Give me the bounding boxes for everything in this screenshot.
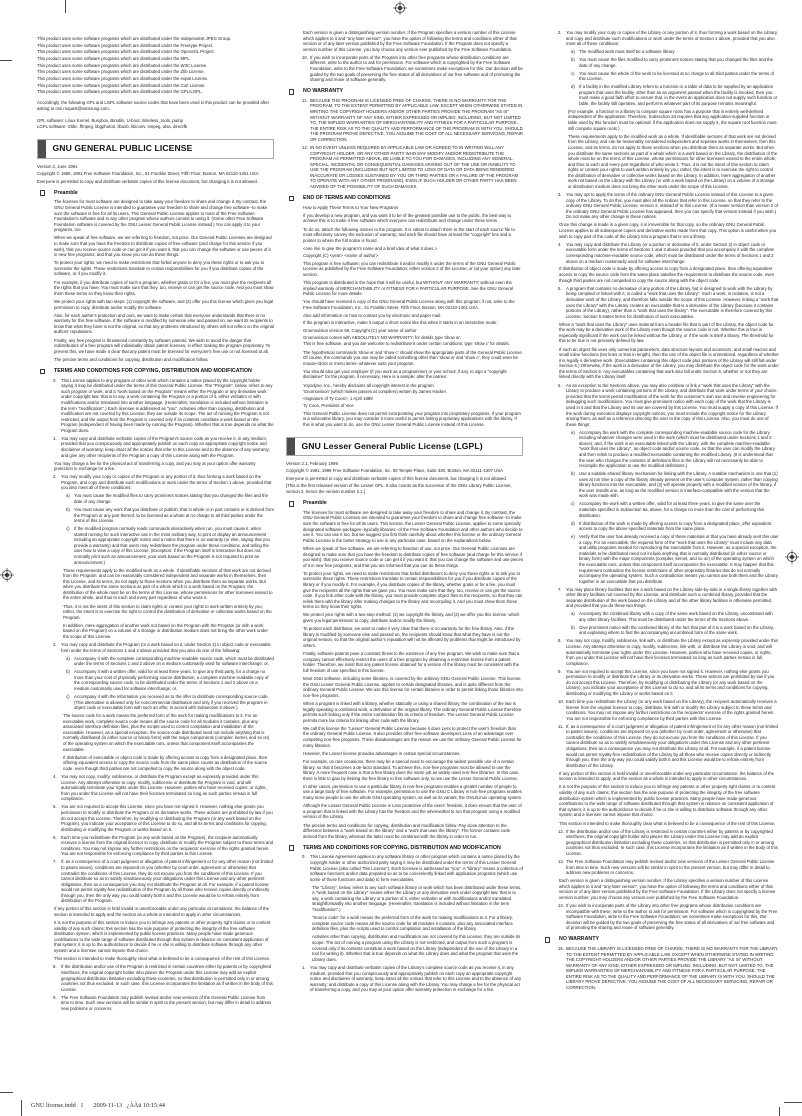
list-item-text: You may copy and distribute verbatim copies of the Library's complete source code as you receive it, in any medium, provided that you conspicuously and appropriately publish on each copy an appropriate copyright notice and disclaimer of warranty; keep intact all the notices that refer to this License and to the absence of any warranty; and distribute a copy of this License along with the Library. You may charge a fee for the physical act of transferring a copy, and you may at your option offer warranty protection in exchange for a fee. [310, 964, 522, 993]
paragraph: The precise terms and conditions for copying, distribution and modification follow. Pay close attention to the difference between a "work based on the library" and a "work that uses the library". The former contains code derived from the library, whereas the latter must be combined with the library in order to run. [303, 822, 511, 839]
section-heading [37, 368, 274, 375]
paragraph: Copyright © 1991, 1999 Free Software Foundation, Inc. 59 Temple Place, Suite 330, Boston, MA 02111-1307 USA [286, 468, 503, 474]
column-right [542, 30, 779, 993]
list-item-text: You must cause any work that you distribute or publish, that in whole or in part contains or is derived from the Program or any part thereof, to be licensed as a whole at no charge to all third parties under the terms of this License. [74, 506, 274, 524]
paragraph: You should also get your employer (if you work as a programmer) or your school, if any, to sign a "copyright disclaimer" for the program, if necessary. Here is a sample; alter the names: [303, 368, 507, 380]
list-item-text: If a facility in the modified Library refers to a function or a table of data to be supplied by an application program that uses the facility, other than as an argument passed when the facility is invoked, then you must make a good faith effort to ensure that, in the event an application does not supply such function or table, the facility still operates, and performs whatever part of its purpose remains meaningful. [579, 84, 778, 106]
list-marker: 5. [558, 285, 562, 291]
paragraph: Ty Coon, President of Vice [303, 402, 354, 408]
paragraph: If any portion of this section is held invalid or unenforceable under any particular circumstance, the balance of the section is intended to apply, and the section as a whole is intended to apply in other circumstances. [559, 770, 774, 782]
crop-mark [0, 1092, 13, 1093]
section-heading [286, 88, 523, 95]
paragraph: Finally, software patents pose a constant threat to the existence of any free program. We wish to make sure that a company cannot effectively restrict the users of a free program by obtaining a restrictive license from a patent holder. Therefore, we insist that any patent license obtained for a version of the library must be consistent with the full freedom of use specified in this license. [303, 651, 520, 673]
paragraph: This product uses some software programs which are distributed under the GPL/LGPL. [37, 89, 203, 95]
list-marker: 11. [302, 97, 308, 103]
paragraph: In other cases, permission to use a particular library in non-free programs enables a greater number of people to use a large body of free software. For example, permission to use the GNU C Library in non-free programs enables many more people to use the whole GNU operating system, as well as its variant, the GNU/Linux operating system. [303, 783, 523, 800]
list-item [558, 30, 779, 47]
list-item [558, 903, 779, 931]
list-marker: 9. [53, 994, 57, 1000]
section-heading [37, 190, 274, 197]
list-marker: c) [571, 501, 575, 507]
list-item [571, 84, 779, 106]
list-item [53, 804, 274, 832]
registration-mark-icon [0, 568, 14, 582]
list-item-text: You may opt to apply the terms of the ordinary GNU General Public License instead of this License to a given copy of the Library. To do this, you must alter all the notices that refer to this License, so that they refer to the ordinary GNU General Public License, version 2, instead of to this License. (If a newer version than version 2 of the ordinary GNU General Public License has appeared, then you can specify that version instead if you wish.) Do not make any other change in these notices. [566, 192, 778, 220]
paragraph: The hypothetical commands 'show w' and 'show c' should show the appropriate parts of the General Public License. Of course, the commands you use may be called something other than 'show w' and 'show c'; they could even be mouse-clicks or menu items--whatever suits your program. [303, 349, 523, 366]
paragraph: We call this license the "Lesser" General Public License because it does Less to protect the user's freedom than the ordinary General Public License. It also provides other free software developers Less of an advantage over competing non-free programs. These disadvantages are the reason we use the ordinary General Public License for many libraries. [303, 725, 522, 748]
paragraph: To do so, attach the following notices to the program. It is safest to attach them to the start of each source file to most effectively convey the exclusion of warranty; and each file should have at least the "copyright" line and a pointer to where the full notice is found. [303, 226, 515, 243]
checkbox-icon [289, 196, 295, 202]
paragraph: If any portion of this section is held invalid or unenforceable under any particular circumstance, the balance of the section is intended to apply and the section as a whole is intended to apply in other circumstances. [54, 906, 269, 917]
list-item-text: IN NO EVENT UNLESS REQUIRED BY APPLICABLE LAW OR AGREED TO IN WRITING WILL ANY COPYRIGHT HOLDER, OR ANY OTHER PARTY WHO MAY MODIFY AND/OR REDISTRIBUTE THE PROGRAM AS PERMITTED ABOVE, BE LIABLE TO YOU FOR DAMAGES, INCLUDING ANY GENERAL, SPECIAL, INCIDENTAL OR CONSEQUENTIAL DAMAGES ARISING OUT OF THE USE OR INABILITY TO USE THE PROGRAM (INCLUDING BUT NOT LIMITED TO LOSS OF DATA OR DATA BEING RENDERED INACCURATE OR LOSSES SUSTAINED BY YOU OR THIRD PARTIES OR A FAILURE OF THE PROGRAM TO OPERATE WITH ANY OTHER PROGRAMS), EVEN IF SUCH HOLDER OR OTHER PARTY HAS BEEN ADVISED OF THE POSSIBILITY OF SUCH DAMAGES. [310, 144, 519, 189]
list-marker: 10. [558, 699, 564, 704]
list-item-text: You are not required to accept this License, since you have not signed it. However, nothing else grants you permission to modify or distribute the Program or its derivative works. These actions are prohibited by law if you do not accept this License. Therefore, by modifying or distributing the Program (or any work based on the Program), you indicate your acceptance of this License to do so, and all its terms and conditions for copying, distributing or modifying the Program or works based on it. [61, 804, 273, 832]
list-item [571, 534, 779, 584]
license-banner [286, 437, 523, 457]
list-marker: 9. [558, 668, 562, 674]
paragraph: The source code for a work means the preferred form of the work for making modifications to it. For an executable work, complete source code means all the source code for all modules it contains, plus any associated interface definition files, plus the scripts used to control compilation and installation of the executable. However, as a special exception, the source code distributed need not include anything that is normally distributed (in either source or binary form) with the major components (compiler, kernel, and so on) of the operating system on which the executable runs, unless that component itself accompanies the executable. [63, 713, 270, 752]
paragraph: Each version is given a distinguishing version number. If the Program specifies a version number of this License which applies to it and "any later version", you have the option of following the terms and conditions either of that version or of any later version published by the Free Software Foundation. If the Program does not specify a version number of this License, you may choose any version ever published by the Free Software Foundation. [303, 30, 517, 52]
list-item-text: You may place library facilities that are a work based on the Library side-by-side in a single library together with other library facilities not covered by this License, and distribute such a combined library, provided that the separate distribution of the work based on the Library and of the other library facilities is otherwise permitted, and provided that you do these two things: [566, 586, 777, 609]
checkbox-icon [289, 89, 295, 95]
list-item-text: This License applies to any program or other work which contains a notice placed by the copyright holder saying it may be distributed under the terms of this General Public License. The "Program", below, refers to any such program or work, and a "work based on the Program" means either the Program or any derivative work under copyright law: that is to say, a work containing the Program or a portion of it, either verbatim or with modifications and/or translated into another language. (Hereinafter, translation is included without limitation in the term "modification".) Each licensee is addressed as "you". Activities other than copying, distribution and modification are not covered by this License; they are outside its scope. The act of running the Program is not restricted, and the output from the Program is covered only if its contents constitute a work based on the Program (independent of having been made by running the Program). Whether that is true depends on what the Program does. [61, 377, 274, 433]
list-item [53, 774, 274, 802]
list-item [53, 964, 274, 992]
list-marker: 0. [53, 377, 57, 383]
list-marker: 11. [558, 723, 564, 729]
paragraph: It is not the purpose of this section to induce you to infringe any patents or other property right claims or to contest validity of any such claims; this section has the sole purpose of protecting the integrity of the free software distribution system which is implemented by public license practices. Many people have made generous contributions to the wide range of software distributed through that system in reliance on consistent application of that system; it is up to the author/donor to decide if he or she is willing to distribute software through any other system and a licensee cannot impose that choice. [559, 784, 776, 818]
list-item-text: You must cause the files modified to carry prominent notices stating that you changed the files and the date of any change. [579, 57, 774, 68]
list-item [558, 286, 779, 319]
paragraph: These requirements apply to the modified work as a whole. If identifiable sections of that work are not derived from the Program, and can be reasonably considered independent and separate works in themselves, then this License, and its terms, do not apply to those sections when you distribute them as separate works. But when you distribute the same sections as part of a whole which is a work based on the Program, the distribution of the whole must be on the terms of this License, whose permissions for other licensees extend to the entire whole, and thus to each and every part regardless of who wrote it. [63, 567, 273, 601]
paragraph: Everyone is permitted to copy and distribute verbatim copies of this license document, but changing it is not allowed. [286, 475, 507, 481]
list-item [53, 859, 274, 904]
paragraph: <signature of Ty Coon>, 1 April 1989 [303, 395, 373, 401]
list-item-text: You may modify your copy or copies of the Program or any portion of it, thus forming a work based on the Program, and copy and distribute such modifications or work under the terms of Section 1 above, provided that you also meet all of these conditions: [61, 474, 272, 491]
list-marker: 6. [53, 834, 57, 840]
list-marker: a) [571, 611, 575, 617]
list-marker: 8. [558, 638, 562, 644]
list-item-text: Accompany the work with the complete corresponding machine-readable source code for the Library including whatever changes were used in the work (which must be distributed under Sections 1 and 2 above); and, if the work is an executable linked with the Library, with the complete machine-readable "work that uses the Library", as object code and/or source code, so that the user can modify the Library and then relink to produce a modified executable containing the modified Library. (It is understood that the user who changes the contents of definitions files in the Library will not necessarily be able to recompile the application to use the modified definitions.) [579, 429, 775, 469]
paragraph: To protect your rights, we need to make restrictions that forbid distributors to deny you these rights or to ask you to surrender these rights. These restrictions translate to certain responsibilities for you if you distribute copies of the library or if you modify it. For example, if you distribute copies of the library, whether gratis or for a fee, you must give the recipients all the rights that we gave you. You must make sure that they, too, receive or can get the source code. If you link other code with the library, you must provide complete object files to the recipients, so that they can relink them with the library after making changes to the library and recompiling it. And you must show them these terms so they know their rights. [303, 570, 523, 610]
registration-mark-icon [785, 550, 799, 564]
list-item [571, 501, 779, 518]
list-item-text: The Free Software Foundation may publish revised and/or new versions of the General Public License from time to time. Such new versions will be similar in spirit to the present version, but may differ in detail to address new problems or concerns. [61, 994, 272, 1011]
crop-mark [65, 0, 66, 13]
paragraph: How to Apply These Terms to Your New Programs [303, 204, 399, 210]
paragraph: Thus, it is not the intent of this section to claim rights or contest your rights to work written entirely by you; rather, the intent is to exercise the right to control the distribution of derivative or collective works based on the Program. [63, 603, 272, 620]
list-item [558, 829, 779, 857]
paragraph: The "Library", below, refers to any such software library or work which has been distributed under these terms. A "work based on the Library" means either the Library or any derivative work under copyright law: that is to say, a work containing the Library or a portion of it, either verbatim or with modifications and/or translated straightforwardly into another language. (Hereinafter, translation is included without limitation in the term "modification".) [312, 884, 522, 912]
list-item [66, 526, 274, 565]
paragraph: This program is free software; you can redistribute it and/or modify it under the terms of the GNU General Public License as published by the Free Software Foundation; either version 2 of the License, or (at your option) any later version. [303, 260, 521, 277]
paragraph: If distribution of object code is made by offering access to copy from a designated place, then offering equivalent access to copy the source code from the same place satisfies the requirement to distribute the source code, even though third parties are not compelled to copy the source along with the object code. [559, 266, 775, 283]
list-marker: 4. [558, 241, 562, 247]
paragraph: It is not the purpose of this section to induce you to infringe any patents or other property right claims or to contest validity of any such claims; this section has the sole purpose of protecting the integrity of the free software distribution system, which is implemented by public license practices. Many people have made generous contributions to the wide range of software distributed through that system in reliance on consistent application of that system; it is up to the author/donor to decide if he or she is willing to distribute software through any other system and a licensee cannot impose that choice. [54, 920, 271, 954]
paragraph: When we speak of free software, we are referring to freedom, not price. Our General Public Licenses are designed to make sure that you have the freedom to distribute copies of free software (and charge for this service if you wish), that you receive source code or can get it if you want it, that you can change the software or use pieces of it in new free programs; and that you know you can do these things. [54, 235, 272, 258]
list-item-text: Give prominent notice with the combined library of the fact that part of it is a work based on the Library, and explaining where to find the accompanying uncombined form of the same work. [579, 624, 775, 636]
paragraph: Also, for each author's protection and ours, we want to make certain that everyone understands that there is no warranty for this free software. If the software is modified by someone else and passed on, we want its recipients to know that what they have is not the original, so that any problems introduced by others will not reflect on the original authors' reputations. [54, 312, 274, 335]
crop-mark [784, 1102, 802, 1103]
list-item [571, 49, 779, 55]
paragraph: In addition, mere aggregation of another work not based on the Program with the Program (or with a work based on the Program) on a volume of a storage or distribution medium does not bring the other work under the scope of this License. [63, 622, 268, 640]
list-marker: a) [571, 49, 575, 55]
paragraph: To protect each distributor, we want to make it very clear that there is no warranty for the free library. Also, if the library is modified by someone else and passed on, the recipients should know that what they have is not the original version, so that the original author's reputation will not be affected by problems that might be introduced by others. [303, 626, 521, 648]
paragraph: We protect your rights with a two-step method: (1) we copyright the library, and (2) we offer you this license, which gives you legal permission to copy, distribute and/or modify the library. [303, 612, 520, 624]
paragraph: This General Public License does not permit incorporating your program into proprietary programs. If your program is a subroutine library, you may consider it more useful to permit linking proprietary applications with the library. If this is what you want to do, use the GNU Lesser General Public License instead of this License. [303, 410, 521, 427]
list-item [53, 436, 274, 458]
list-item-text: You may copy and distribute verbatim copies of the Program's source code as you receive it, in any medium, provided that you conspicuously and appropriately publish on each copy an appropriate copyright notice and disclaimer of warranty; keep intact all the notices that refer to this License and to the absence of any warranty; and give any other recipients of the Program a copy of this License along with the Program. [61, 435, 270, 458]
list-marker: e) [571, 534, 575, 540]
paragraph: This product uses some software programs which are distributed under the Zlib License. [37, 69, 205, 75]
paragraph: If such an object file uses only numerical parameters, data structure layouts and accessors, and small macros and small inline functions (ten lines or less in length), then the use of the object file is unrestricted, regardless of whether it is legally a derivative work. (Executables containing this object code plus portions of the Library will still fall under Section 6.) Otherwise, if the work is a derivative of the Library, you may distribute the object code for the work under the terms of Section 6. Any executables containing that work also fall under Section 6, whether or not they are linked directly with the Library itself. [559, 346, 779, 380]
paragraph: Gnomovision comes with ABSOLUTELY NO WARRANTY; for details type 'show w'. [303, 334, 462, 340]
paragraph: Copyright © 1989, 1991 Free Software Foundation, Inc., 51 Franklin Street, Fifth Floor, Boston, MA 02110-1301 USA [37, 171, 259, 177]
paragraph: This product uses some software programs which are distributed under the Freetype Project. [37, 42, 214, 48]
list-item-text: Use a suitable shared library mechanism for linking with the Library. A suitable mechanism is one that (1) uses at run time a copy of the library already present on the user's computer system, rather than copying library functions into the executable, and (2) will operate properly with a modified version of the library, if the user installs one, as long as the modified version is interface-compatible with the version that the work was made with. [579, 471, 778, 499]
section-heading [286, 845, 523, 852]
list-item [571, 521, 779, 532]
list-marker: a) [66, 655, 70, 661]
paragraph: Most GNU software, including some libraries, is covered by the ordinary GNU General Public License. This license, the GNU Lesser General Public License, applies to certain designated libraries, and is quite different from the ordinary General Public License. We use this license for certain libraries in order to permit linking those libraries into non-free programs. [303, 676, 523, 698]
column-left [37, 36, 274, 1014]
list-marker: 4. [53, 774, 57, 780]
paragraph: If the program is interactive, make it output a short notice like this when it starts in an interactive mode: [303, 319, 498, 325]
list-item [571, 625, 779, 636]
paragraph: These requirements apply to the modified work as a whole. If identifiable sections of that work are not derived from the Library, and can be reasonably considered independent and separate works in themselves, then this License, and its terms, do not apply to those sections when you distribute them as separate works. But when you distribute the same sections as part of a whole which is a work based on the Library, the distribution of the whole must be on the terms of this License, whose permissions for other licensees extend to the entire whole, and thus to each and every part regardless of who wrote it. Thus, it is not the intent of this section to claim rights or contest your rights to work written entirely by you; rather, the intent is to exercise the right to control the distribution of derivative or collective works based on the Library. In addition, mere aggregation of another work not based on the Library with the Library (or with a work based on the Library) on a volume of a storage or distribution medium does not bring the other work under the scope of this License. [568, 133, 778, 189]
checkbox-icon [40, 190, 46, 196]
license-banner [37, 139, 274, 159]
paragraph: <one line to give the program's name and a brief idea of what it does.> [303, 245, 438, 251]
paragraph: When we speak of free software, we are referring to freedom of use, not price. Our General Public Licenses are designed to make sure that you have the freedom to distribute copies of free software (and charge for this service if you wish); that you receive source code or can get it if you want it; that you can change the software and use pieces of it in new free programs; and that you are informed that you can do these things. [303, 545, 523, 568]
list-item-text: Accompany the work with a written offer, valid for at least three years, to give the same user the materials specified in Subsection 6a, above, for a charge no more than the cost of performing this distribution. [579, 501, 765, 518]
section-heading [286, 500, 523, 507]
paragraph: The precise terms and conditions for copying, distribution and modification follow. [54, 356, 209, 362]
paragraph: "Source code" for a work means the preferred form of the work for making modifications to it. For a library, complete source code means all the source code for all modules it contains, plus any associated interface definition files, plus the scripts used to control compilation and installation of the library. [312, 915, 513, 932]
license-title: GNU GENERAL PUBLIC LICENSE [52, 143, 193, 154]
section-heading-label: END OF TERMS AND CONDITIONS [303, 195, 391, 202]
section-heading-label: NO WARRANTY [559, 936, 600, 943]
list-item-text: Accompany the combined library with a copy of the same work based on the Library, uncombined with any other library facilities. This must be distributed under the terms of the Sections above. [579, 611, 773, 622]
list-item-text: Accompany it with a written offer, valid for at least three years, to give any third party, for a charge no more than your cost of physically performing source distribution, a complete machine-readable copy of the corresponding source code, to be distributed under the terms of Sections 1 and 2 above on a medium customarily used for software interchange; or, [74, 669, 269, 692]
list-marker: 12. [558, 828, 564, 834]
list-item-text: You may copy and distribute the Library (or a portion or derivative of it, under Section 2) in object code or executable form under the terms of Sections 1 and 2 above provided that you accompany it with the complete corresponding machine-readable source code, which must be distributed under the terms of Sections 1 and 2 above on a medium customarily used for software interchange. [566, 241, 775, 264]
list-marker: 3. [558, 192, 562, 198]
list-item [66, 507, 274, 524]
paragraph: Although the Lesser General Public License is Less protective of the users' freedom, it does ensure that the user of a program that is linked with the Library has the freedom and the wherewithal to run that program using a modified version of the Library. [303, 803, 522, 820]
paragraph: However, the Lesser license provides advantages in certain special circumstances. [303, 750, 461, 756]
list-marker: c) [66, 526, 70, 532]
list-marker: 1. [53, 435, 57, 441]
paragraph: You may charge a fee for the physical act of transferring a copy, and you may at your option offer warranty protection in exchange for a fee. [54, 460, 256, 472]
list-item [558, 242, 779, 264]
list-marker: a) [571, 429, 575, 435]
list-marker: 10. [302, 54, 308, 60]
list-item-text: Accompany it with the information you received as to the offer to distribute corresponding source code. (This alternative is allowed only for noncommercial distribution and only if you received the program in object code or executable form with such an offer, in accord with Subsection b above.) [74, 694, 269, 711]
list-item-text: The Free Software Foundation may publish revised and/or new versions of the Lesser General Public License from time to time. Such new versions will be similar in spirit to the present version, but may differ in detail to address new problems or concerns. [566, 858, 775, 876]
list-item-text: You may not copy, modify, sublicense, or distribute the Program except as expressly provided under this License. Any attempt otherwise to copy, modify, sublicense or distribute the Program is void, and will automatically terminate your rights under this License. However, parties who have received copies, or rights, from you under this License will not have their licenses terminated so long as such parties remain in full compliance. [61, 774, 267, 802]
list-item [53, 835, 274, 857]
list-marker: b) [66, 669, 70, 675]
list-item-text: You must cause the modified files to carry prominent notices stating that you changed the files and the date of any change. [74, 493, 269, 504]
footer-filename: GNU license.indd 1 [31, 1102, 84, 1109]
section-heading-label: TERMS AND CONDITIONS FOR COPYING, DISTRIBUTION AND MODIFICATION [303, 844, 501, 851]
list-marker: 5. [53, 804, 57, 810]
paragraph: This product uses some software programs which are distributed under the MPL. [37, 56, 191, 62]
list-item [558, 638, 779, 666]
list-item [571, 71, 779, 82]
list-item-text: BECAUSE THE PROGRAM IS LICENSED FREE OF CHARGE, THERE IS NO WARRANTY FOR THE PROGRAM, TO THE EXTENT PERMITTED BY APPLICABLE LAW. EXCEPT WHEN OTHERWISE STATED IN WRITING THE COPYRIGHT HOLDERS AND/OR OTHER PARTIES PROVIDE THE PROGRAM "AS IS" WITHOUT WARRANTY OF ANY KIND, EITHER EXPRESSED OR IMPLIED, INCLUDING, BUT NOT LIMITED TO, THE IMPLIED WARRANTIES OF MERCHANTABILITY AND FITNESS FOR A PARTICULAR PURPOSE. THE ENTIRE RISK AS TO THE QUALITY AND PERFORMANCE OF THE PROGRAM IS WITH YOU. SHOULD THE PROGRAM PROVE DEFECTIVE, YOU ASSUME THE COST OF ALL NECESSARY SERVICING, REPAIR OR CORRECTION. [310, 97, 523, 142]
list-item-text: Accompany it with the complete corresponding machine-readable source code, which must be distributed under the terms of Sections 1 and 2 above on a medium customarily used for software interchange; or, [74, 655, 274, 667]
paragraph: LGPL software: Glibc, ffmpeg, libgphoto2, libusb, libiconv, smpeg, alsa, directfb [37, 124, 188, 130]
checkbox-icon [545, 937, 551, 943]
list-marker: 2. [53, 474, 57, 480]
list-item-text: BECAUSE THE LIBRARY IS LICENSED FREE OF CHARGE, THERE IS NO WARRANTY FOR THE LIBRARY, TO THE EXTENT PERMITTED BY APPLICABLE LAW. EXCEPT WHEN OTHERWISE STATED IN WRITING THE COPYRIGHT HOLDERS AND/OR OTHER PARTIES PROVIDE THE LIBRARY "AS IS" WITHOUT WARRANTY OF ANY KIND, EITHER EXPRESSED OR IMPLIED, INCLUDING, BUT NOT LIMITED TO, THE IMPLIED WARRANTIES OF MERCHANTABILITY AND FITNESS FOR A PARTICULAR PURPOSE. THE ENTIRE RISK AS TO THE QUALITY AND PERFORMANCE OF THE LIBRARY IS WITH YOU. SHOULD THE LIBRARY PROVE DEFECTIVE, YOU ASSUME THE COST OF ALL NECESSARY SERVICING, REPAIR OR CORRECTION. [566, 946, 779, 991]
paragraph: This is free software, and you are welcome to redistribute it under certain conditions; type 'show c' for details. [303, 341, 510, 347]
list-marker: a) [66, 493, 70, 499]
list-marker: 14. [558, 903, 564, 909]
paragraph: To protect your rights, we need to make restrictions that forbid anyone to deny you these rights or to ask you to surrender the rights. These restrictions translate to certain responsibilities for you if you distribute copies of the software, or if you modify it. [54, 260, 265, 277]
list-item-text: You may modify your copy or copies of the Library or any portion of it, thus forming a work based on the Library, and copy and distribute such modifications or work under the terms of Section 1 above, provided that you also meet all of these conditions: [566, 30, 778, 47]
list-item-text: You may not copy, modify, sublicense, link with, or distribute the Library except as expressly provided under this License. Any attempt otherwise to copy, modify, sublicense, link with, or distribute the Library is void, and will automatically terminate your rights under this License. However, parties who have received copies, or rights, from you under this License will not have their licenses terminated so long as such parties remain in full compliance. [566, 638, 778, 666]
list-item-text: If you wish to incorporate parts of the Program into other free programs whose distribution conditions are different, write to the author to ask for permission. For software which is copyrighted by the Free Software Foundation, write to the Free Software Foundation; we sometimes make exceptions for this. Our decision will be guided by the two goals of preserving the free status of all derivatives of our free software and of promoting the sharing and reuse of software generally. [310, 54, 523, 83]
list-marker: b) [571, 624, 575, 630]
paragraph: When a "work that uses the Library" uses material from a header file that is part of the Library, the object code for the work may be a derivative work of the Library even though the source code is not. Whether this is true is especially significant if the work can be linked without the Library, or if the work is itself a library. The threshold for this to be true is not precisely defined by law. [559, 321, 774, 344]
list-marker: d) [571, 84, 575, 90]
paragraph: For example, on rare occasions, there may be a special need to encourage the widest possible use of a certain library, so that it becomes a de-facto standard. To achieve this, non-free programs must be allowed to use the library. A more frequent case is that a free library does the same job as widely used non-free libraries. In this case, there is little to gain by limiting the free library to free software only, so we use the Lesser General Public License. [303, 758, 520, 781]
paragraph: Copyright (C) <year> <name of author> [303, 252, 379, 258]
license-title: GNU Lesser General Public License (LGPL) [301, 440, 483, 451]
list-item [558, 587, 779, 609]
list-item-text: A program that contains no derivative of any portion of the Library, but is designed to work with the Library by being compiled or linked with it, is called a "work that uses the Library". Such a work, in isolation, is not a derivative work of the Library, and therefore falls outside the scope of this License. However, linking a "work that uses the Library" with the Library creates an executable that is a derivative of the Library (because it contains portions of the Library), rather than a "work that uses the library". The executable is therefore covered by this License. Section 6 states terms for distribution of such executables. [566, 285, 779, 319]
list-marker: 6. [558, 382, 562, 388]
banner-square-icon [38, 140, 46, 158]
list-item [558, 859, 779, 876]
list-item-text: If the modified program normally reads commands interactively when run, you must cause it, when started running for such interactive use in the most ordinary way, to print or display an announcement including an appropriate copyright notice and a notice that there is no warranty (or else, saying that you provide a warranty) and that users may redistribute the program under these conditions, and telling the user how to view a copy of this License. (Exception: if the Program itself is interactive but does not normally print such an announcement, your work based on the Program is not required to print an announcement.) [74, 526, 270, 565]
paragraph: [This is the first released version of the Lesser GPL. It also counts as the successor of the GNU Library Public License, version 2, hence the version number 2.1.] [286, 483, 512, 495]
list-item [53, 378, 274, 434]
list-item [53, 995, 274, 1012]
list-item [66, 694, 274, 711]
list-marker: b) [571, 57, 575, 63]
list-item [66, 493, 274, 504]
paragraph: Accordingly, the following GPL and LGPL software source codes that have been used in this product can be provided after asking to oss.request@samsung.com. [37, 100, 270, 111]
list-marker: c) [66, 694, 70, 700]
list-item-text: If distribution of the work is made by offering access to copy from a designated place, offer equivalent access to copy the above specified materials from the same place. [579, 520, 772, 532]
list-item [302, 965, 523, 993]
list-item-text: Verify that the user has already received a copy of these materials or that you have already sent this user a copy. For an executable, the required form of the "work that uses the Library" must include any data and utility programs needed for reproducing the executable from it. However, as a special exception, the materials to be distributed need not include anything that is normally distributed (in either source or binary form) with the major components (compiler, kernel, and so on) of the operating system on which the executable runs, unless that component itself accompanies the executable. It may happen that this requirement contradicts the license restrictions of other proprietary libraries that do not normally accompany the operating system. Such a contradiction means you cannot use both them and the Library together in an executable that you distribute. [579, 534, 779, 584]
section-heading-label: TERMS AND CONDITIONS FOR COPYING, DISTRIBUTION AND MODIFICATION [54, 368, 252, 375]
list-item [302, 55, 523, 83]
banner-square-icon [287, 438, 295, 456]
list-item [571, 430, 779, 469]
list-marker: b) [66, 506, 70, 512]
paragraph: For example, if you distribute copies of such a program, whether gratis or for a fee, you must give the recipients all the rights that you have. You must make sure that they, too, receive or can get the source code. And you must show them these terms so they know their rights. [54, 279, 274, 296]
paragraph: 'Gnomovision' (which makes passes at compilers) written by James Hacker. [303, 389, 447, 395]
paragraph: You should have received a copy of the GNU General Public License along with this program; if not, write to the Free Software Foundation, Inc., 51 Franklin Street, Fifth Floor, Boston, MA 02110-1301 USA. [303, 299, 515, 310]
page-footer [31, 1102, 165, 1109]
list-item [302, 854, 523, 882]
paragraph: This program is distributed in the hope that it will be useful, but WITHOUT ANY WARRANTY; without even the implied warranty of MERCHANTABILITY or FITNESS FOR A PARTICULAR PURPOSE. See the GNU General Public License for more details. [303, 280, 514, 297]
paragraph: This product uses some software programs which are distributed under the OpenSSL Project. [37, 49, 215, 55]
list-item [558, 669, 779, 697]
paragraph: Version 2.1, February 1999 [286, 461, 338, 467]
crop-mark [21, 1100, 22, 1116]
list-marker: 15. [558, 946, 564, 952]
list-item [302, 145, 523, 190]
paragraph: GPL software: Linux Kernel, Busybox, Binutils, U-boot, Wireless_tools, pump [37, 117, 183, 123]
list-marker: 12. [302, 144, 308, 150]
paragraph: This product uses some software programs which are distributed under the W3C License. [37, 62, 208, 68]
paragraph: When a program is linked with a library, whether statically or using a shared library, the combination of the two is legally speaking a combined work, a derivative of the original library. The ordinary General Public License therefore permits such linking only if the entire combination fits its criteria of freedom. The Lesser General Public License permits more lax criteria for linking other code with the library. [303, 700, 522, 723]
list-item-text: You are not required to accept this License, since you have not signed it. However, nothing else grants you permission to modify or distribute the Library or its derivative works. These actions are prohibited by law if you do not accept this License. Therefore, by modifying or distributing the Library (or any work based on the Library), you indicate your acceptance of this License to do so, and all its terms and conditions for copying, distributing or modifying the Library or works based on it. [566, 668, 775, 697]
paragraph: Finally, any free program is threatened constantly by software patents. We wish to avoid the danger that redistributors of a free program will individually obtain patent licenses, in effect making the program proprietary. To prevent this, we have made it clear that any patent must be licensed for everyone's free use or not licensed at all. [54, 337, 271, 354]
checkbox-icon [289, 501, 295, 507]
list-item [571, 471, 779, 499]
paragraph: The licenses for most software are designed to take away your freedom to share and change it. By contrast, the GNU General Public License is intended to guarantee your freedom to share and change free software--to make sure the software is free for all its users. This General Public License applies to most of the Free Software Foundation's software and to any other program whose authors commit to using it. (Some other Free Software Foundation software is covered by the GNU Lesser General Public License instead.) You can apply it to your programs, too. [54, 199, 268, 233]
section-heading [286, 195, 523, 202]
list-item [66, 656, 274, 667]
paragraph: The licenses for most software are designed to take away your freedom to share and change it. By contrast, the GNU General Public Licenses are intended to guarantee your freedom to share and change free software--to make sure the software is free for all its users. This license, the Lesser General Public License, applies to some specially designated software packages--typically libraries--of the Free Software Foundation and other authors who decide to use it. You can use it too, but we suggest you first think carefully about whether this license or the ordinary General Public License is the better strategy to use in any particular case, based on the explanations below. [303, 509, 523, 543]
paragraph: This product uses some software programs which are distributed under the expat License. [37, 76, 209, 82]
checkbox-icon [289, 845, 295, 851]
list-item-text: As an exception to the Sections above, you may also combine or link a "work that uses the Library" with the Library to produce a work containing portions of the Library, and distribute that work under terms of your choice, provided that the terms permit modification of the work for the customer's own use and reverse engineering for debugging such modifications. You must give prominent notice with each copy of the work that the Library is used in it and that the Library and its use are covered by this License. You must supply a copy of this License. If the work during execution displays copyright notices, you must include the copyright notice for the Library among them, as well as a reference directing the user to the copy of this License. Also, you must do one of these things: [566, 382, 778, 427]
paragraph: (For example, a function in a library to compute square roots has a purpose that is entirely well-defined independent of the application. Therefore, Subsection 2d requires that any application-supplied function or table used by this function must be optional: if the application does not supply it, the square root function must still compute square roots.) [568, 108, 777, 131]
list-marker: 13. [558, 858, 564, 864]
paragraph: Also add information on how to contact you by electronic and paper mail. [303, 313, 442, 319]
paragraph: This product uses some software programs which are distributed under the Curl License. [37, 82, 206, 88]
checkbox-icon [40, 369, 46, 375]
paragraph: Activities other than copying, distribution and modification are not covered by this License; they are outside its scope. The act of running a program using the Library is not restricted, and output from such a program is covered only if its contents constitute a work based on the Library (independent of the use of the Library in a tool for writing it). Whether that is true depends on what the Library does and what the program that uses the Library does. [312, 934, 521, 962]
list-item-text: The modified work must itself be a software library. [579, 49, 676, 55]
list-item [558, 699, 779, 721]
list-marker: 0. [302, 854, 306, 860]
list-item-text: You must cause the whole of the work to be licensed at no charge to all third parties under the terms of this License. [579, 70, 774, 82]
paragraph: Each version is given a distinguishing version number. If the Library specifies a version number of this License which applies to it and "any later version", you have the option of following the terms and conditions either of that version or of any later version published by the Free Software Foundation. If the Library does not specify a license version number, you may choose any version ever published by the Free Software Foundation. [559, 878, 776, 900]
column-middle [286, 30, 523, 995]
list-item-text: If the distribution and/or use of the Program is restricted in certain countries either by patents or by copyrighted interfaces, the original copyright holder who places the Program under this License may add an explicit geographical distribution limitation excluding those countries, so that distribution is permitted only in or among countries not thus excluded. In such case, this License incorporates the limitation as if written in the body of this License. [61, 964, 273, 992]
list-marker: 7. [558, 586, 562, 592]
list-item [53, 474, 274, 491]
list-item [558, 383, 779, 428]
section-heading-label: Preamble [54, 189, 78, 196]
list-item [66, 669, 274, 691]
section-heading [542, 936, 779, 943]
list-item [558, 192, 779, 220]
list-item [302, 98, 523, 143]
paragraph: Version 2, June 1991 [37, 163, 78, 169]
list-item-text: You may copy and distribute the Program (or a work based on it, under Section 2) in object code or executable form under the terms of Sections 1 and 2 above provided that you also do one of the following: [61, 642, 271, 653]
registration-mark-icon [393, 1, 407, 15]
paragraph: We protect your rights with two steps: (1) copyright the software, and (2) offer you this license which gives you legal permission to copy, distribute and/or modify the software. [54, 298, 274, 310]
list-item-text: If you wish to incorporate parts of the Library into other free programs whose distribution conditions are incompatible with these, write to the author to ask for permission. For software which is copyrighted by the Free Software Foundation, write to the Free Software Foundation; we sometimes make exceptions for this. Our decision will be guided by the two goals of preserving the free status of all derivatives of our free software and of promoting the sharing and reuse of software generally. [566, 903, 778, 931]
list-item [571, 57, 779, 68]
paragraph: Once this change is made in a given copy, it is irreversible for that copy, so the ordinary GNU General Public License applies to all subsequent copies and derivative works made from that copy. This option is useful when you wish to copy part of the code of the Library into a program that is not a library. [559, 222, 777, 239]
list-marker: d) [571, 520, 575, 526]
list-item [571, 611, 779, 622]
list-item [558, 946, 779, 991]
paragraph: Everyone is permitted to copy and distribute verbatim copies of this license document, but changing it is not allowed. [37, 178, 258, 184]
list-item-text: Each time you redistribute the Program (or any work based on the Program), the recipient automatically receives a license from the original licensor to copy, distribute or modify the Program subject to these terms and conditions. You may not impose any further restrictions on the recipients' exercise of the rights granted herein. You are not responsible for enforcing compliance by third parties to this License. [61, 834, 273, 857]
paragraph: If distribution of executable or object code is made by offering access to copy from a designated place, then offering equivalent access to copy the source code from the same place counts as distribution of the source code, even though third parties are not compelled to copy the source along with the object code. [63, 754, 268, 771]
paragraph: Yoyodyne, Inc., hereby disclaims all copyright interest in the program [303, 382, 434, 388]
list-item-text: If, as a consequence of a court judgment or allegation of patent infringement or for any other reason (not limited to patent issues), conditions are imposed on you (whether by court order, agreement or otherwise) that contradict the conditions of this License, they do not excuse you from the conditions of this License. If you cannot distribute so as to satisfy simultaneously your obligations under this License and any other pertinent obligations, then as a consequence you may not distribute the Library at all. For example, if a patent license would not permit royalty-free redistribution of the Library by all those who receive copies directly or indirectly through you, then the only way you could satisfy both it and this License would be to refrain entirely from distribution of the Library. [566, 723, 778, 768]
list-marker: 2. [558, 30, 562, 35]
list-marker: 3. [53, 642, 57, 648]
paragraph: This product uses some software programs which are distributed under the Independent JPEG Group. [37, 36, 232, 41]
list-marker: b) [571, 471, 575, 477]
paragraph: Gnomovision version 69, Copyright (C) year name of author [303, 328, 417, 333]
paragraph: If you develop a new program, and you want it to be of the greatest possible use to the public, the best way to achieve this is to make it free software which everyone can redistribute and change under these terms. [303, 212, 512, 224]
list-item-text: This License Agreement applies to any software library or other program which contains a notice placed by the copyright holder or other authorized party saying it may be distributed under the terms of this Lesser General Public License (also called "this License"). Each licensee is addressed as "you". A "library" means a collection of software functions and/or data prepared so as to be conveniently linked with application programs (which use some of those functions and data) to form executables. [310, 854, 523, 882]
section-heading-label: Preamble [303, 500, 327, 507]
list-item-text: If the distribution and/or use of the Library is restricted in certain countries either by patents or by copyrighted interfaces, the original copyright holder who places the Library under this License may add an explicit geographical distribution limitation excluding those countries, so that distribution is permitted only in or among countries not thus excluded. In such case, this License incorporates the limitation as if written in the body of this License. [566, 828, 778, 857]
list-item [558, 724, 779, 769]
list-marker: 8. [53, 964, 57, 970]
footer-timestamp: 2009-11-13 ¿ÀÀü 10:15:44 [93, 1102, 166, 1109]
crop-mark [0, 60, 12, 61]
section-heading-label: NO WARRANTY [303, 88, 344, 95]
list-item [53, 642, 274, 653]
paragraph: This section is intended to make thoroughly clear what is believed to be a consequence of the rest of this License. [54, 956, 271, 962]
list-marker: 7. [53, 859, 57, 865]
list-item-text: If, as a consequence of a court judgment or allegation of patent infringement or for any other reason (not limited to patent issues), conditions are imposed on you (whether by court order, agreement or otherwise) that contradict the conditions of this License, they do not excuse you from the conditions of this License. If you cannot distribute so as to satisfy simultaneously your obligations under this License and any other pertinent obligations, then as a consequence you may not distribute the Program at all. For example, if a patent license would not permit royalty-free redistribution of the Program by all those who receive copies directly or indirectly through you, then the only way you could satisfy both it and this License would be to refrain entirely from distribution of the Program. [61, 859, 273, 904]
list-item-text: Each time you redistribute the Library (or any work based on the Library), the recipient automatically receives a license from the original licensor to copy, distribute, link with or modify the Library subject to these terms and conditions. You may not impose any further restrictions on the recipients' exercise of the rights granted herein. You are not responsible for enforcing compliance by third parties with this License. [566, 699, 777, 721]
list-marker: 1. [302, 964, 306, 970]
paragraph: This section is intended to make thoroughly clear what is believed to be a consequence of the rest of this License. [559, 820, 776, 826]
list-marker: c) [571, 70, 575, 76]
crop-mark [779, 1107, 780, 1116]
